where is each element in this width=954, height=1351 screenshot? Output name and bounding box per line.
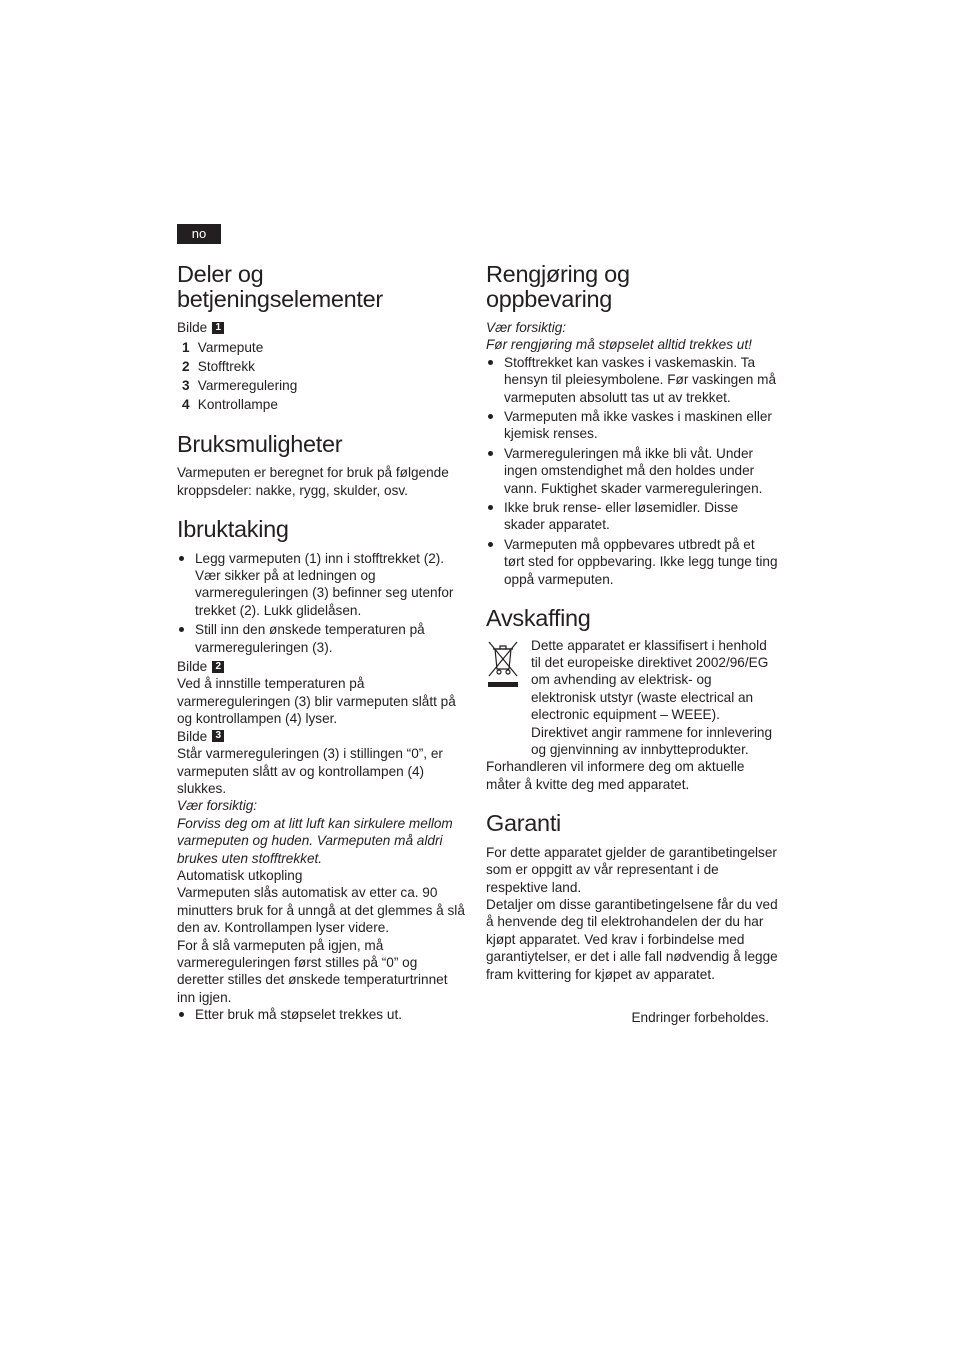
section-title-avskaffing: Avskaffing: [486, 605, 591, 632]
parts-list-item: [182, 377, 467, 394]
bullet-item: Varmeputen må ikke vaskes i maskinen eller kjemisk renses.: [486, 408, 778, 443]
title-line: Deler og: [177, 261, 264, 287]
paragraph: Står varmereguleringen (3) i stillingen “0”, er varmeputen slått av og kontrollampen (4) slukkes.: [177, 746, 443, 796]
disposal-block: [486, 637, 778, 759]
part-label: Kontrollampe: [197, 397, 278, 413]
part-label: Stofftrekk: [197, 359, 255, 375]
bullet-list: [177, 550, 467, 656]
paragraph: Varmeputen er beregnet for bruk på følgende kroppsdeler: nakke, rygg, skulder, osv.: [177, 465, 449, 498]
section-title-deler: [177, 262, 467, 311]
bullet-item: Stofftrekket kan vaskes i vaskemaskin. Ta hensyn til pleiesymbolene. Før vaskingen må varmeputen absolutt tas ut av trekket.: [486, 354, 778, 406]
parts-list-item: [182, 358, 467, 375]
part-number: 2: [182, 359, 190, 375]
section-title-bruk: Bruksmuligheter: [177, 430, 343, 457]
bullet-item: Ikke bruk rense- eller løsemidler. Disse skader apparatet.: [486, 499, 778, 534]
paragraph: Forhandleren vil informere deg om aktuelle måter å kvitte deg med apparatet.: [486, 759, 745, 792]
bullet-item: Varmeputen må oppbevares utbredt på et tørt sted for oppbevaring. Ikke legg tunge ting oppå varmeputen.: [486, 536, 778, 588]
bullet-item: Legg varmeputen (1) inn i stofftrekket (2). Vær sikker på at ledningen og varmereguleringen (3) befinner seg utenfor trekket (2). Lukk glidelåsen.: [177, 550, 467, 620]
bullet-item: Varmereguleringen må ikke bli våt. Under ingen omstendighet må den holdes under vann. Fuktighet skader varmereguleringen.: [486, 445, 778, 497]
figure-label: Bilde: [177, 320, 208, 335]
part-number: 3: [182, 378, 190, 394]
section-title-ibruk: Ibruktaking: [177, 516, 289, 543]
paragraph: Ved å innstille temperaturen på varmereguleringen (3) blir varmeputen slått på og kontrollampen (4) lyser.: [177, 676, 456, 727]
bullet-item: Still inn den ønskede temperaturen på varmereguleringen (3).: [177, 621, 467, 656]
paragraph: For dette apparatet gjelder de garantibetingelser som er oppgitt av vår representant i de respektive land.: [486, 844, 777, 895]
figure-number-badge: 3: [212, 730, 224, 742]
paragraph: Detaljer om disse garantibetingelsene får du ved å henvende deg til elektrohandelen der du har kjøpt apparatet. Ved krav i forbindelse med garantiytelser, er det i alle fall nødvendig å legge fram kvittering for kjøpet av apparatet.: [486, 896, 778, 982]
figure-reference: [177, 658, 467, 675]
figure-reference: [177, 319, 467, 336]
paragraph: Dette apparatet er klassifisert i henhold til det europeiske direktivet 2002/96/EG om avhending av elektrisk- og elektronisk utstyr (waste electrical an electronic equipment – WEEE). Direktivet angir rammene for innlevering og gjenvinning av innbytteprodukter.: [531, 637, 773, 758]
caution-label: Vær forsiktig:: [486, 320, 567, 335]
caution-text: Før rengjøring må støpselet alltid trekkes ut!: [486, 337, 752, 353]
bullet-list: [177, 1006, 467, 1023]
title-line: oppbevaring: [486, 285, 613, 312]
figure-reference: [177, 728, 467, 745]
figure-number-badge: 1: [212, 322, 224, 334]
subheading: Automatisk utkopling: [177, 867, 303, 883]
weee-crossed-bin-icon: [486, 637, 523, 759]
part-label: Varmepute: [197, 340, 264, 356]
part-label: Varmeregulering: [197, 378, 298, 394]
caution-text: Forviss deg om at litt luft kan sirkulere mellom varmeputen og huden. Varmeputen må aldri brukes uten stofftrekket.: [177, 815, 453, 866]
paragraph: For å slå varmeputen på igjen, må varmereguleringen først stilles på “0” og deretter stilles det ønskede temperaturtrinnet inn igjen.: [177, 937, 448, 1005]
paragraph: Varmeputen slås automatisk av etter ca. 90 minutters bruk for å unngå at det glemmes å slå den av. Kontrollampen lyser videre.: [177, 885, 465, 936]
bullet-item: Etter bruk må støpselet trekkes ut.: [177, 1006, 467, 1023]
figure-label: Bilde: [177, 728, 208, 744]
title-line: betjeningselementer: [177, 285, 383, 312]
part-number: 4: [182, 397, 190, 413]
language-tag: no: [177, 224, 221, 244]
figure-label: Bilde: [177, 659, 208, 675]
parts-list: [182, 339, 467, 413]
left-column: [177, 262, 467, 1026]
section-title-rengjoring: [486, 262, 778, 311]
bullet-list: [486, 354, 778, 588]
parts-list-item: [182, 339, 467, 356]
part-number: 1: [182, 340, 190, 356]
caution-label: Vær forsiktig:: [177, 798, 258, 814]
section-title-garanti: Garanti: [486, 810, 561, 837]
right-column: [486, 262, 778, 1026]
footnote: Endringer forbeholdes.: [631, 1010, 769, 1025]
figure-number-badge: 2: [212, 661, 224, 673]
title-line: Rengjøring og: [486, 261, 630, 287]
parts-list-item: [182, 396, 467, 413]
